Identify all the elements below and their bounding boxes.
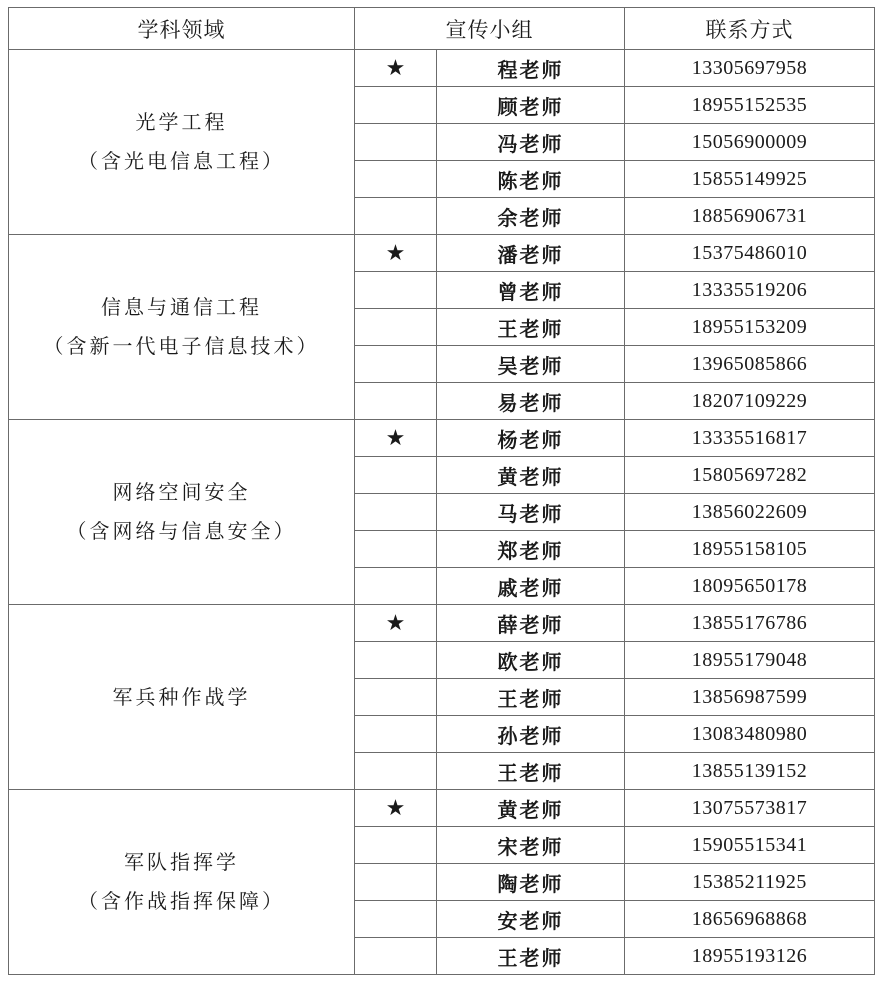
member-phone: 18207109229: [625, 383, 875, 420]
member-name: 孙老师: [437, 716, 625, 753]
member-name: 王老师: [437, 309, 625, 346]
member-phone: 13075573817: [625, 790, 875, 827]
field-note: （含光电信息工程）: [78, 149, 285, 173]
field-name: 军队指挥学: [124, 850, 239, 874]
member-phone: 18856906731: [625, 198, 875, 235]
table-row: [9, 790, 875, 827]
field-cell: [9, 790, 355, 975]
member-name: 薛老师: [437, 605, 625, 642]
team-lead-star: [355, 198, 437, 235]
team-lead-star: ★: [355, 605, 437, 642]
member-phone: 15905515341: [625, 827, 875, 864]
member-name: 吴老师: [437, 346, 625, 383]
team-lead-star: [355, 716, 437, 753]
member-phone: 13305697958: [625, 50, 875, 87]
team-lead-star: [355, 679, 437, 716]
team-lead-star: ★: [355, 235, 437, 272]
member-name: 王老师: [437, 938, 625, 975]
header-contact: 联系方式: [625, 8, 875, 50]
table-body: [9, 50, 875, 975]
contact-table: [8, 7, 875, 975]
member-phone: 15375486010: [625, 235, 875, 272]
member-phone: 18656968868: [625, 901, 875, 938]
member-name: 安老师: [437, 901, 625, 938]
member-name: 马老师: [437, 494, 625, 531]
team-lead-star: [355, 272, 437, 309]
member-name: 黄老师: [437, 790, 625, 827]
team-lead-star: [355, 383, 437, 420]
member-phone: 15056900009: [625, 124, 875, 161]
member-name: 顾老师: [437, 87, 625, 124]
field-name: 网络空间安全: [112, 480, 251, 504]
member-name: 郑老师: [437, 531, 625, 568]
member-phone: 18955152535: [625, 87, 875, 124]
member-name: 宋老师: [437, 827, 625, 864]
member-phone: 18955193126: [625, 938, 875, 975]
member-name: 戚老师: [437, 568, 625, 605]
team-lead-star: ★: [355, 420, 437, 457]
member-phone: 15805697282: [625, 457, 875, 494]
team-lead-star: ★: [355, 790, 437, 827]
member-phone: 15385211925: [625, 864, 875, 901]
member-name: 曾老师: [437, 272, 625, 309]
team-lead-star: [355, 938, 437, 975]
field-note: （含新一代电子信息技术）: [43, 334, 320, 358]
member-phone: 13335519206: [625, 272, 875, 309]
member-phone: 13855176786: [625, 605, 875, 642]
team-lead-star: [355, 87, 437, 124]
member-phone: 18955158105: [625, 531, 875, 568]
field-cell: [9, 605, 355, 790]
member-name: 欧老师: [437, 642, 625, 679]
member-name: 程老师: [437, 50, 625, 87]
member-phone: 18095650178: [625, 568, 875, 605]
member-phone: 18955153209: [625, 309, 875, 346]
member-phone: 13335516817: [625, 420, 875, 457]
member-phone: 15855149925: [625, 161, 875, 198]
table-row: [9, 50, 875, 87]
team-lead-star: [355, 161, 437, 198]
table-row: [9, 605, 875, 642]
member-phone: 13856022609: [625, 494, 875, 531]
field-name: 光学工程: [135, 110, 228, 134]
member-phone: 13965085866: [625, 346, 875, 383]
field-note: （含网络与信息安全）: [66, 519, 297, 543]
member-phone: 18955179048: [625, 642, 875, 679]
table-row: [9, 420, 875, 457]
team-lead-star: [355, 457, 437, 494]
team-lead-star: [355, 864, 437, 901]
team-lead-star: [355, 531, 437, 568]
member-name: 冯老师: [437, 124, 625, 161]
member-name: 王老师: [437, 679, 625, 716]
team-lead-star: [355, 827, 437, 864]
member-name: 杨老师: [437, 420, 625, 457]
team-lead-star: [355, 346, 437, 383]
team-lead-star: [355, 124, 437, 161]
field-cell: [9, 50, 355, 235]
member-phone: 13083480980: [625, 716, 875, 753]
team-lead-star: [355, 753, 437, 790]
team-lead-star: [355, 568, 437, 605]
field-note: （含作战指挥保障）: [78, 889, 285, 913]
field-name: 军兵种作战学: [112, 684, 251, 709]
member-name: 黄老师: [437, 457, 625, 494]
member-name: 陶老师: [437, 864, 625, 901]
team-lead-star: ★: [355, 50, 437, 87]
header-team: 宣传小组: [355, 8, 625, 50]
field-name: 信息与通信工程: [101, 295, 262, 319]
member-name: 潘老师: [437, 235, 625, 272]
member-phone: 13856987599: [625, 679, 875, 716]
team-lead-star: [355, 309, 437, 346]
member-phone: 13855139152: [625, 753, 875, 790]
member-name: 余老师: [437, 198, 625, 235]
team-lead-star: [355, 642, 437, 679]
member-name: 易老师: [437, 383, 625, 420]
header-row: [9, 8, 875, 50]
table-row: [9, 235, 875, 272]
team-lead-star: [355, 901, 437, 938]
field-cell: [9, 235, 355, 420]
header-field: 学科领域: [9, 8, 355, 50]
team-lead-star: [355, 494, 437, 531]
field-cell: [9, 420, 355, 605]
member-name: 王老师: [437, 753, 625, 790]
member-name: 陈老师: [437, 161, 625, 198]
